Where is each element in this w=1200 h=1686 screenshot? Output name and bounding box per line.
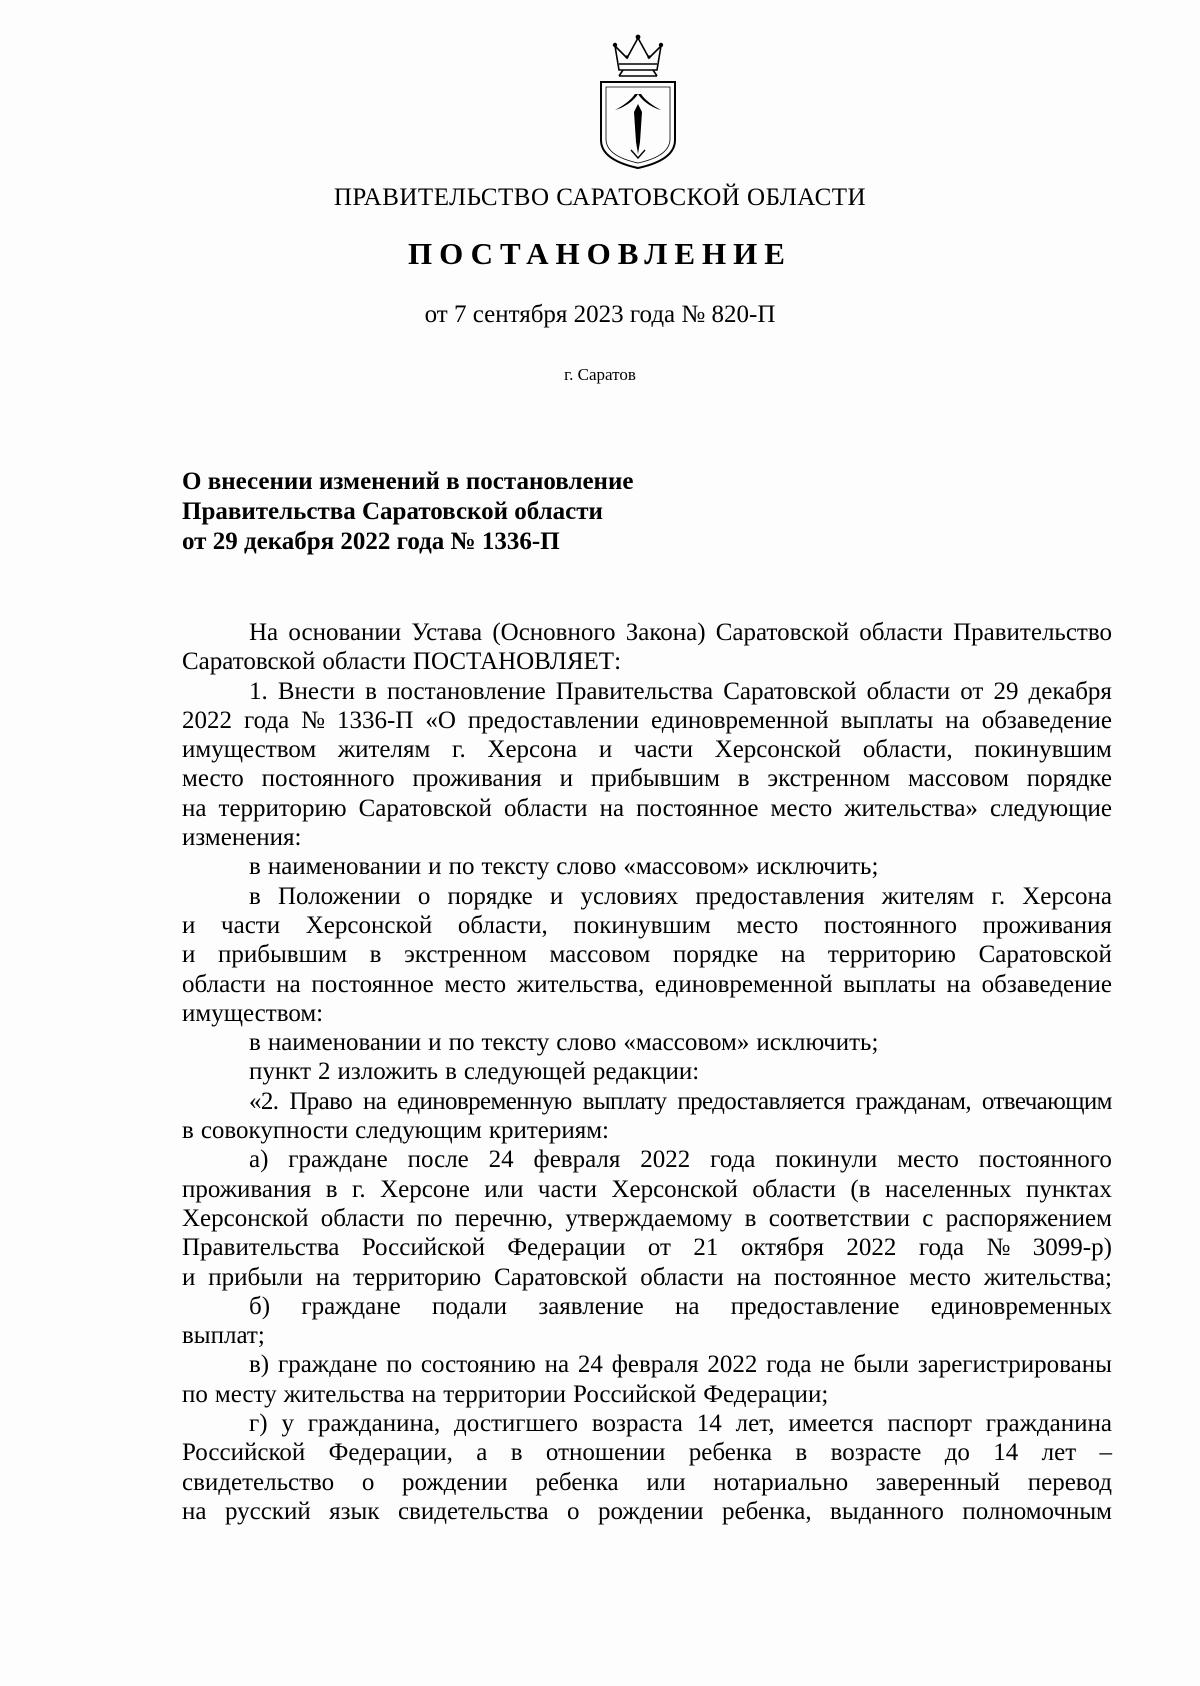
body-line — [182, 1057, 1112, 1086]
body-word: на — [182, 1497, 207, 1525]
body-word: месту — [214, 1380, 277, 1408]
body-word: гражданина, — [307, 1410, 441, 1438]
body-word: Саратовской — [715, 619, 850, 646]
body-word: 2022 — [182, 706, 232, 734]
document-body — [182, 618, 1112, 1526]
body-word: в — [365, 677, 377, 705]
body-word: на — [674, 1292, 700, 1320]
body-word: соответствии — [768, 1204, 910, 1232]
title-line: Правительства Саратовской области — [182, 498, 603, 525]
body-word: проживания — [412, 765, 542, 793]
body-word: порядке — [1026, 765, 1112, 793]
body-word: жителям — [337, 736, 431, 764]
body-word: по — [386, 1351, 413, 1379]
body-word: предоставлении — [467, 706, 639, 734]
body-word: 21 — [693, 1234, 719, 1262]
body-word: обзаведение — [981, 706, 1112, 734]
body-word: следующие — [989, 794, 1112, 822]
body-word: критериям: — [488, 1117, 610, 1145]
body-line — [182, 1263, 1112, 1292]
body-word: области — [866, 677, 951, 705]
body-word: б) — [249, 1292, 271, 1320]
body-word: покинувшим — [573, 911, 711, 939]
body-line — [182, 1468, 1112, 1497]
body-word: года — [710, 1146, 756, 1174]
body-word: редакции: — [592, 1058, 700, 1086]
body-word: слово — [556, 853, 617, 881]
body-word: постоянное — [311, 970, 434, 998]
body-word: части — [633, 736, 693, 764]
body-word: г. — [991, 882, 1006, 910]
body-word: «массовом» — [623, 853, 750, 881]
body-word: Херсона — [1022, 882, 1112, 910]
organization-name: ПРАВИТЕЛЬСТВО САРАТОВСКОЙ ОБЛАСТИ — [333, 184, 867, 211]
body-word: выплат; — [182, 1322, 265, 1350]
body-line — [182, 882, 1112, 911]
body-word: пунктах — [1025, 1175, 1112, 1203]
body-word: Правительства — [555, 677, 714, 705]
body-word: области — [752, 1175, 836, 1203]
body-word: на — [315, 1263, 341, 1291]
body-word: массовом — [908, 765, 1009, 793]
body-word: 3099-р) — [1032, 1234, 1112, 1262]
body-word: и — [598, 736, 613, 764]
body-word: и — [182, 911, 196, 939]
body-word: области — [503, 794, 588, 822]
body-word: по — [416, 1204, 443, 1232]
body-word: имуществом: — [182, 999, 324, 1027]
body-word: место — [444, 970, 507, 998]
body-line — [182, 1350, 1112, 1379]
body-line — [182, 940, 1112, 969]
body-word: на — [182, 794, 207, 822]
body-word: года — [918, 1234, 965, 1262]
document-city: г. Саратов — [564, 365, 636, 384]
body-word: проживания — [982, 911, 1112, 939]
body-word: Херсона — [487, 736, 578, 764]
body-line — [182, 1438, 1112, 1467]
body-word: жительства; — [983, 1263, 1112, 1291]
body-word: Херсонской — [611, 1175, 738, 1203]
body-word: Херсоне — [380, 1175, 470, 1203]
body-word: заявление — [538, 1292, 644, 1320]
body-word: гражданина — [985, 1410, 1112, 1438]
body-word: 24 — [488, 1146, 514, 1174]
body-word: от — [960, 677, 984, 705]
body-word: следующим — [355, 1117, 482, 1145]
body-word: на — [599, 794, 625, 822]
body-word: в) — [249, 1351, 270, 1379]
body-word: в — [249, 882, 261, 910]
body-word: постоянное — [773, 1263, 897, 1291]
body-word: у — [281, 1410, 294, 1438]
body-word: полномочным — [962, 1497, 1112, 1525]
body-word: порядке — [447, 882, 533, 910]
body-line — [182, 1175, 1112, 1204]
body-word: на — [736, 1263, 762, 1291]
body-word: Саратовской — [978, 941, 1112, 969]
body-word: 14 — [993, 1439, 1019, 1467]
body-word: до — [944, 1439, 970, 1467]
body-word: и — [428, 853, 442, 881]
body-word: постоянное — [636, 794, 759, 822]
body-word: а — [476, 1439, 488, 1467]
body-line — [182, 618, 1112, 647]
body-word: в — [795, 1439, 808, 1467]
body-word: изложить — [337, 1058, 439, 1086]
body-word: обзаведение — [981, 970, 1112, 998]
body-word: территорию — [218, 794, 347, 822]
body-word: на — [363, 1087, 387, 1115]
body-word: а) — [249, 1146, 269, 1174]
body-word: по — [448, 853, 475, 881]
body-word: в — [182, 1117, 194, 1145]
body-word: свидетельства — [397, 1497, 549, 1525]
body-word: постоянного — [261, 765, 395, 793]
body-word: «О — [425, 706, 456, 734]
body-word: постановление — [386, 677, 546, 705]
body-word: Положении — [277, 882, 401, 910]
body-word: место — [909, 1263, 971, 1291]
body-word: в — [744, 1204, 757, 1232]
body-word: – — [1099, 1439, 1112, 1467]
body-word: жителям — [881, 882, 975, 910]
body-word: тексту — [481, 853, 550, 881]
body-word: отношении — [545, 1439, 666, 1467]
body-word: возраста — [591, 1410, 683, 1438]
body-word: г) — [249, 1410, 268, 1438]
body-word: Саратовской — [358, 794, 492, 822]
body-word: порядке — [672, 941, 759, 969]
body-word: наименовании — [267, 853, 422, 881]
body-word: заверенный — [875, 1468, 1001, 1496]
body-word: декабря — [1028, 677, 1112, 705]
body-line — [182, 1497, 1112, 1526]
body-word: в — [369, 941, 382, 969]
body-word: рождении — [597, 1497, 704, 1525]
body-word: в — [737, 765, 750, 793]
body-word: выплаты — [840, 706, 934, 734]
body-word: единовременной — [650, 706, 829, 734]
body-word: рождении — [402, 1468, 508, 1496]
body-word: предоставление — [730, 1292, 900, 1320]
body-word: ребенка, — [722, 1497, 812, 1525]
body-word: территорию — [827, 941, 956, 969]
body-word: исключить; — [756, 853, 879, 881]
body-word: Российской — [182, 1439, 306, 1467]
body-word: Федерации, — [328, 1439, 453, 1467]
body-word: ПОСТАНОВЛЯЕТ: — [412, 648, 622, 676]
body-word: гражданам, — [855, 1087, 971, 1115]
body-word: или — [646, 1468, 686, 1496]
body-line — [182, 735, 1112, 764]
body-word: место — [770, 794, 833, 822]
body-word: № — [301, 706, 326, 734]
body-word: перевод — [1027, 1468, 1112, 1496]
body-word: «массовом» — [623, 1029, 750, 1057]
body-word: после — [407, 1146, 469, 1174]
body-word: массовом — [549, 941, 651, 969]
body-word: постоянного — [978, 1146, 1112, 1174]
body-word: отвечающим — [981, 1087, 1112, 1115]
body-line — [182, 999, 1112, 1028]
body-word: перечню, — [454, 1204, 554, 1232]
body-line — [182, 1409, 1112, 1438]
body-line — [182, 1087, 1112, 1116]
body-word: подали — [432, 1292, 508, 1320]
body-line — [182, 1145, 1112, 1174]
body-word: выплаты — [843, 970, 936, 998]
body-word: на — [945, 706, 970, 734]
body-word: основании — [288, 619, 402, 646]
body-word: 1336-П — [337, 706, 414, 734]
body-line — [182, 1321, 1112, 1350]
body-line — [182, 1204, 1112, 1233]
body-word: ребенка — [535, 1468, 619, 1496]
body-word: на — [946, 970, 972, 998]
body-word: от — [647, 1234, 671, 1262]
body-word: Саратовской — [182, 648, 316, 676]
body-word: и — [428, 1029, 442, 1057]
body-word: области — [322, 648, 406, 676]
body-word: 14 — [696, 1410, 722, 1438]
body-word: по — [182, 1380, 208, 1408]
body-word: о — [361, 1468, 375, 1496]
body-word: г. — [452, 736, 466, 764]
body-word: русский — [224, 1497, 311, 1525]
body-word: и — [182, 1263, 196, 1291]
document-date-number: от 7 сентября 2023 года № 820-П — [424, 301, 776, 328]
body-word: Правительство — [953, 619, 1112, 646]
body-word: Федерации; — [703, 1380, 829, 1408]
body-line — [182, 823, 1112, 852]
body-word: единовременной — [654, 970, 833, 998]
body-word: Саратовской — [723, 677, 857, 705]
body-word: экстренном — [767, 765, 891, 793]
body-line — [182, 1116, 1112, 1145]
body-word: территорию — [353, 1263, 482, 1291]
body-word: части — [221, 911, 281, 939]
document-type: ПОСТАНОВЛЕНИЕ — [408, 236, 792, 271]
body-word: состоянию — [420, 1351, 536, 1379]
body-word: свидетельство — [182, 1468, 335, 1496]
body-line — [182, 911, 1112, 940]
body-word: тексту — [481, 1029, 550, 1057]
body-word: о — [567, 1497, 580, 1525]
body-word: на — [411, 1380, 437, 1408]
body-word: имеется — [788, 1410, 874, 1438]
body-word: имуществом — [182, 736, 317, 764]
body-word: 2 — [318, 1058, 331, 1086]
body-line — [182, 1028, 1112, 1057]
body-word: прибыли — [208, 1263, 303, 1291]
body-word: населенных — [884, 1175, 1012, 1203]
body-word: Херсонской — [714, 736, 842, 764]
body-word: язык — [329, 1497, 380, 1525]
body-word: о — [417, 882, 431, 910]
body-word: и — [559, 765, 574, 793]
body-word: или — [484, 1175, 524, 1203]
body-word: ребенка — [688, 1439, 773, 1467]
body-word: лет, — [735, 1410, 775, 1438]
coat-of-arms-icon — [597, 32, 679, 170]
body-word: жительства» — [844, 794, 978, 822]
body-word: граждане — [277, 1351, 378, 1379]
body-word: с — [922, 1204, 934, 1232]
body-word: следующей — [463, 1058, 586, 1086]
body-word: жительства — [283, 1380, 405, 1408]
body-word: нотариально — [713, 1468, 849, 1496]
body-word: граждане — [301, 1292, 401, 1320]
body-word: были — [853, 1351, 909, 1379]
body-word: изменения: — [182, 824, 302, 852]
body-word: возрасте — [830, 1439, 922, 1467]
body-word: 29 — [993, 677, 1019, 705]
body-word: проживания — [182, 1175, 312, 1203]
body-word: 2022 — [707, 1351, 758, 1379]
body-word: постоянного — [823, 911, 958, 939]
body-word: выданного — [830, 1497, 944, 1525]
body-word: наименовании — [267, 1029, 422, 1057]
body-word: не — [820, 1351, 845, 1379]
body-word: зарегистрированы — [917, 1351, 1112, 1379]
title-line: О внесении изменений в постановление — [182, 468, 634, 495]
body-word: единовременных — [930, 1292, 1112, 1320]
body-word: года — [243, 706, 290, 734]
body-word: октября — [740, 1234, 824, 1262]
body-word: Саратовской — [494, 1263, 628, 1291]
body-word: 24 — [577, 1351, 603, 1379]
body-word: покинули — [775, 1146, 878, 1174]
body-word: в — [249, 853, 261, 881]
body-word: области — [859, 619, 943, 646]
body-word: года — [766, 1351, 812, 1379]
body-line — [182, 1233, 1112, 1262]
body-word: Федерации — [507, 1234, 626, 1262]
body-word: на — [544, 1351, 570, 1379]
body-line — [182, 647, 1112, 676]
body-line — [182, 970, 1112, 999]
body-word: паспорт — [887, 1410, 972, 1438]
body-word: Российской — [573, 1380, 697, 1408]
body-word: области — [640, 1263, 724, 1291]
body-word: предоставляется — [677, 1087, 845, 1115]
body-word: Устава — [411, 619, 483, 646]
body-word: слово — [556, 1029, 617, 1057]
body-word: февраля — [611, 1351, 699, 1379]
body-word: 1. — [249, 677, 268, 705]
body-word: прибывшим — [218, 941, 348, 969]
body-word: место — [182, 765, 244, 793]
body-word: выплату — [582, 1087, 667, 1115]
body-word: место — [736, 911, 799, 939]
body-word: «2. — [249, 1087, 279, 1115]
body-word: Херсонской — [305, 911, 433, 939]
body-word: Внести — [277, 677, 356, 705]
body-word: Российской — [361, 1234, 485, 1262]
body-line — [182, 1292, 1112, 1321]
body-word: пункт — [249, 1058, 311, 1086]
body-line — [182, 677, 1112, 706]
body-word: и — [549, 882, 564, 910]
body-word: 2022 — [846, 1234, 897, 1262]
body-word: На — [249, 619, 279, 646]
body-word: части — [537, 1175, 597, 1203]
body-word: февраля — [533, 1146, 621, 1174]
body-word: на — [780, 941, 806, 969]
title-line: от 29 декабря 2022 года № 1336-П — [182, 528, 560, 555]
body-word: территории — [443, 1380, 567, 1408]
body-line — [182, 764, 1112, 793]
body-word: совокупности — [200, 1117, 349, 1145]
body-word: области, — [862, 736, 953, 764]
body-line — [182, 794, 1112, 823]
body-word: № — [986, 1234, 1011, 1262]
body-word: (в — [850, 1175, 871, 1203]
document-title — [182, 467, 633, 557]
body-word: 2022 — [640, 1146, 691, 1174]
body-word: области — [182, 970, 266, 998]
body-word: распоряжением — [945, 1204, 1112, 1232]
body-word: прибывшим — [590, 765, 720, 793]
body-word: утверждаемому — [565, 1204, 733, 1232]
body-word: условиях — [580, 882, 679, 910]
body-word: жительства, — [516, 970, 645, 998]
body-word: г. — [351, 1175, 366, 1203]
body-word: в — [510, 1439, 523, 1467]
body-word: Право — [289, 1087, 353, 1115]
body-word: по — [448, 1029, 475, 1057]
body-word: покинувшим — [974, 736, 1112, 764]
body-word: в — [445, 1058, 457, 1086]
body-word: Херсонской — [182, 1204, 309, 1232]
body-word: место — [897, 1146, 959, 1174]
body-line — [182, 706, 1112, 735]
body-line — [182, 852, 1112, 881]
body-word: граждане — [288, 1146, 388, 1174]
body-word: в — [249, 1029, 261, 1057]
body-word: лет — [1041, 1439, 1077, 1467]
body-word: на — [276, 970, 301, 998]
body-word: области — [320, 1204, 405, 1232]
body-word: единовременную — [397, 1087, 572, 1115]
body-word: и — [182, 941, 196, 969]
body-word: исключить; — [756, 1029, 879, 1057]
body-line — [182, 1380, 1112, 1409]
body-word: Закона) — [625, 619, 706, 646]
body-word: в — [325, 1175, 338, 1203]
body-word: области, — [457, 911, 548, 939]
body-word: достигшего — [454, 1410, 579, 1438]
body-word: (Основного — [492, 619, 616, 646]
body-word: экстренном — [404, 941, 527, 969]
body-word: предоставления — [695, 882, 865, 910]
body-word: Правительства — [182, 1234, 340, 1262]
